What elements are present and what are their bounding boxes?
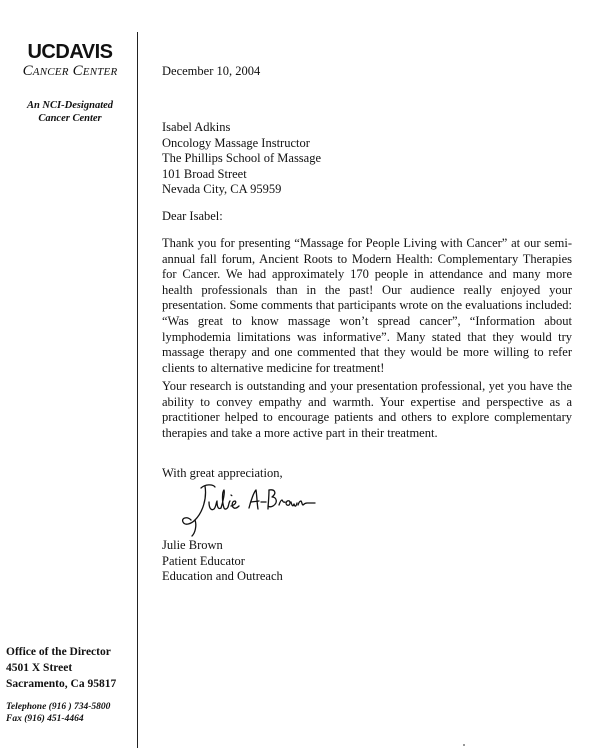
- letterhead-sidebar: [0, 0, 136, 756]
- closing: With great appreciation,: [162, 466, 283, 480]
- sidebar-divider: [137, 32, 138, 748]
- recipient-organization: The Phillips School of Massage: [162, 151, 322, 165]
- telephone-number: Telephone (916 ) 734-5800: [6, 702, 111, 712]
- recipient-title: Oncology Massage Instructor: [162, 135, 310, 150]
- address-city: Sacramento, Ca 95817: [6, 678, 117, 690]
- signer-name: Julie Brown: [162, 538, 223, 552]
- uc-davis-logo: [10, 42, 130, 80]
- contact-numbers: [6, 701, 136, 725]
- fax-number: Fax (916) 451-4464: [6, 714, 84, 724]
- designation-line-2: Cancer Center: [38, 113, 102, 124]
- address-office: Office of the Director: [6, 646, 111, 658]
- recipient-street: 101 Broad Street: [162, 166, 247, 181]
- signer-department: Education and Outreach: [162, 569, 283, 583]
- designation-line-1: An NCI-Designated: [26, 100, 114, 111]
- logo-subtitle: Cancer Center: [22, 63, 118, 79]
- signer-block: [162, 538, 283, 585]
- signer-title: Patient Educator: [162, 553, 245, 568]
- salutation: Dear Isabel:: [162, 209, 223, 223]
- letter-date: December 10, 2004: [162, 64, 261, 78]
- address-street: 4501 X Street: [6, 662, 73, 674]
- recipient-city: Nevada City, CA 95959: [162, 182, 282, 196]
- body-paragraph-1: Thank you for presenting “Massage for People Living with Cancer” at our semi-annual fall forum, Ancient Roots to Modern Health: Complementary Therapies for Cancer. We had approximately 170 people in attendance and many more health professionals than in the past! Our audience really enjoyed your presentation. Some comments that participants wrote on the evaluations included: “Was great to know massage won’t spread cancer”, “Information about lymphodemia limitations was informative”. Many stated that they would try massage therapy and one commented that they would be more willing to refer clients to alternative medicine for treatment!: [162, 236, 572, 375]
- handwritten-signature: [165, 478, 325, 540]
- recipient-name: Isabel Adkins: [162, 120, 231, 134]
- office-address: [6, 644, 136, 692]
- recipient-address: [162, 120, 321, 198]
- logo-name: DAVIS: [55, 41, 113, 63]
- scan-speck: [463, 744, 465, 746]
- nci-designation: [8, 99, 132, 125]
- logo-wordmark: [10, 42, 130, 62]
- body-paragraph-2: Your research is outstanding and your presentation professional, yet you have the ability to convey empathy and warmth. Your expertise and perspective as a practitioner helped to encourage patients and others to explore complementary therapies and take a more active part in their treatment.: [162, 379, 572, 440]
- logo-prefix: UC: [27, 41, 56, 63]
